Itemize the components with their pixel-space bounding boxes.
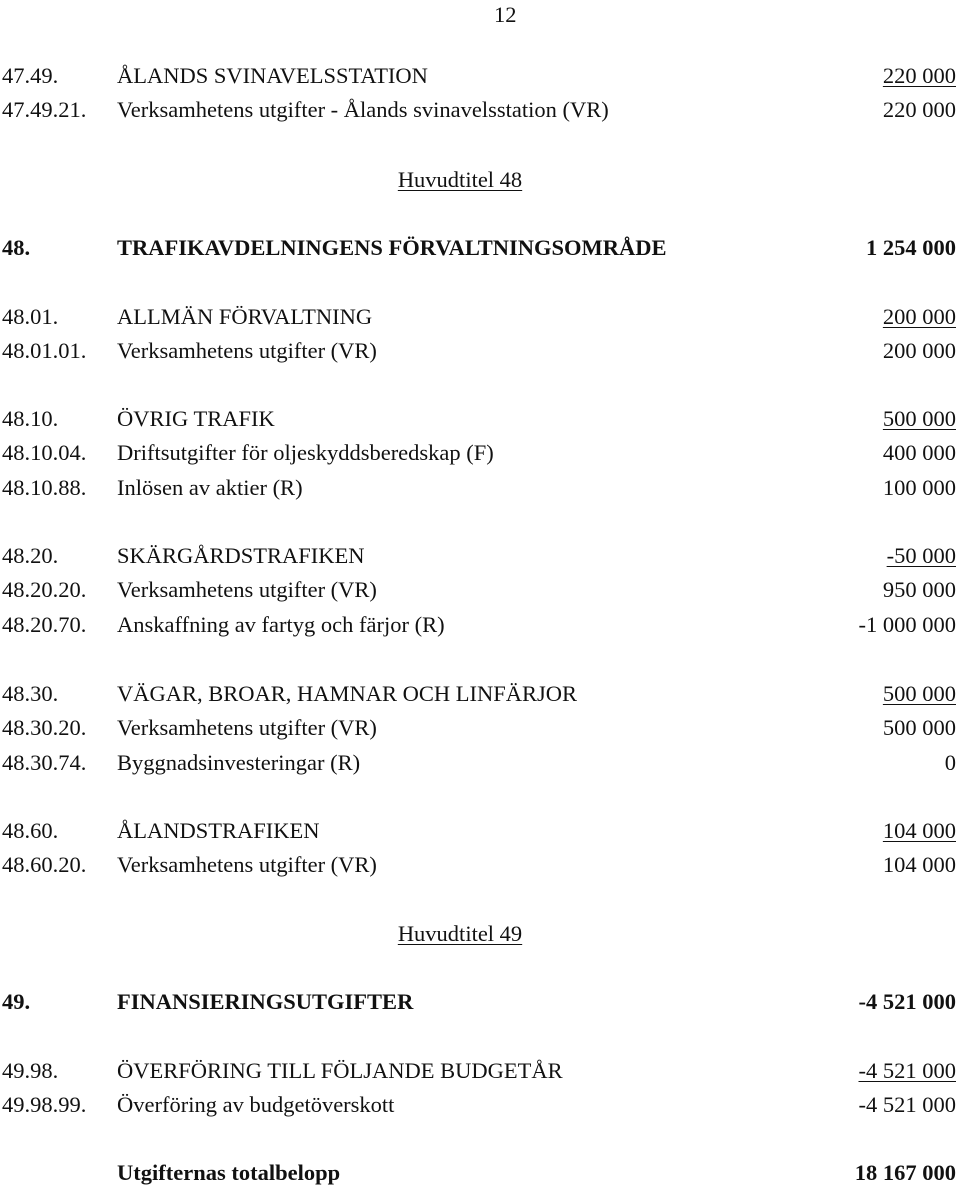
row-label: FINANSIERINGSUTGIFTER — [117, 989, 414, 1014]
page-number: 12 — [494, 2, 517, 27]
row-label: Inlösen av aktier (R) — [117, 475, 303, 500]
row-amount: 100 000 — [882, 475, 956, 500]
row-code: 48.30.20. — [2, 715, 87, 740]
row-label: Verksamhetens utgifter (VR) — [117, 852, 377, 877]
row-amount: -4 521 000 — [858, 1058, 956, 1083]
row-code: 48.60.20. — [2, 852, 87, 877]
row-amount: -1 000 000 — [858, 612, 956, 637]
row-label: Driftsutgifter för oljeskyddsberedskap (F) — [117, 440, 494, 465]
row-amount: -50 000 — [886, 543, 956, 568]
main-title-48 — [0, 165, 920, 195]
row-label: Byggnadsinvesteringar (R) — [117, 750, 361, 775]
row-code: 48.10.88. — [2, 475, 87, 500]
row-label: Anskaffning av fartyg och färjor (R) — [117, 612, 445, 637]
row-code: 48.10. — [2, 406, 59, 431]
budget-row-49-98-99 — [0, 1090, 956, 1120]
total-row — [0, 1158, 956, 1188]
row-code: 48.10.04. — [2, 440, 87, 465]
row-code: 48.20.70. — [2, 612, 87, 637]
row-code: 48.20.20. — [2, 577, 87, 602]
row-amount: 104 000 — [882, 852, 956, 877]
main-title-49 — [0, 919, 920, 949]
budget-row-48-10-04 — [0, 438, 956, 468]
budget-row-48-60 — [0, 816, 956, 846]
row-label: ÖVRIG TRAFIK — [117, 406, 275, 431]
row-amount: 200 000 — [882, 338, 956, 363]
budget-row-48-10 — [0, 404, 956, 434]
budget-row-49-98 — [0, 1056, 956, 1086]
row-code: 48.01. — [2, 304, 59, 329]
budget-row-48-30-74 — [0, 748, 956, 778]
row-label: ALLMÄN FÖRVALTNING — [117, 304, 373, 329]
row-label: Verksamhetens utgifter (VR) — [117, 338, 377, 363]
row-amount: 1 254 000 — [866, 235, 956, 260]
row-label: ÖVERFÖRING TILL FÖLJANDE BUDGETÅR — [117, 1058, 563, 1083]
budget-row-48-20 — [0, 541, 956, 571]
row-label: Verksamhetens utgifter (VR) — [117, 577, 377, 602]
total-amount: 18 167 000 — [854, 1160, 956, 1185]
budget-row-48-10-88 — [0, 473, 956, 503]
row-amount: 400 000 — [882, 440, 956, 465]
row-code: 48.20. — [2, 543, 59, 568]
row-code: 48.30.74. — [2, 750, 87, 775]
row-amount: 950 000 — [882, 577, 956, 602]
row-code: 48.01.01. — [2, 338, 87, 363]
row-amount: -4 521 000 — [858, 989, 956, 1014]
row-amount: 500 000 — [882, 406, 956, 431]
row-label: Verksamhetens utgifter - Ålands svinavelsstation (VR) — [117, 97, 609, 122]
row-code: 48.30. — [2, 681, 59, 706]
row-amount: 500 000 — [882, 681, 956, 706]
row-amount: -4 521 000 — [858, 1092, 956, 1117]
row-amount: 104 000 — [882, 818, 956, 843]
budget-row-48-30-20 — [0, 713, 956, 743]
row-code: 48.60. — [2, 818, 59, 843]
row-amount: 200 000 — [882, 304, 956, 329]
row-label: ÅLANDSTRAFIKEN — [117, 818, 320, 843]
total-label: Utgifternas totalbelopp — [117, 1160, 341, 1185]
row-amount: 500 000 — [882, 715, 956, 740]
row-code: 48. — [2, 235, 31, 260]
row-label: Överföring av budgetöverskott — [117, 1092, 395, 1117]
row-label: TRAFIKAVDELNINGENS FÖRVALTNINGSOMRÅDE — [117, 235, 667, 260]
budget-row-49 — [0, 987, 956, 1017]
budget-row-48-20-70 — [0, 610, 956, 640]
row-label: ÅLANDS SVINAVELSSTATION — [117, 63, 428, 88]
budget-row-47-49 — [0, 61, 956, 91]
row-code: 49. — [2, 989, 31, 1014]
row-label: SKÄRGÅRDSTRAFIKEN — [117, 543, 365, 568]
row-amount: 220 000 — [882, 97, 956, 122]
row-code: 47.49.21. — [2, 97, 87, 122]
main-title-text: Huvudtitel 49 — [397, 921, 523, 946]
budget-row-47-49-21 — [0, 95, 956, 125]
row-amount: 0 — [944, 750, 956, 775]
row-code: 49.98. — [2, 1058, 59, 1083]
row-label: Verksamhetens utgifter (VR) — [117, 715, 377, 740]
budget-row-48-20-20 — [0, 575, 956, 605]
budget-row-48-01 — [0, 302, 956, 332]
budget-row-48-60-20 — [0, 850, 956, 880]
row-code: 47.49. — [2, 63, 59, 88]
main-title-text: Huvudtitel 48 — [397, 167, 523, 192]
row-amount: 220 000 — [882, 63, 956, 88]
budget-row-48-01-01 — [0, 336, 956, 366]
row-code: 49.98.99. — [2, 1092, 87, 1117]
row-label: VÄGAR, BROAR, HAMNAR OCH LINFÄRJOR — [117, 681, 578, 706]
budget-row-48 — [0, 233, 956, 263]
budget-row-48-30 — [0, 679, 956, 709]
